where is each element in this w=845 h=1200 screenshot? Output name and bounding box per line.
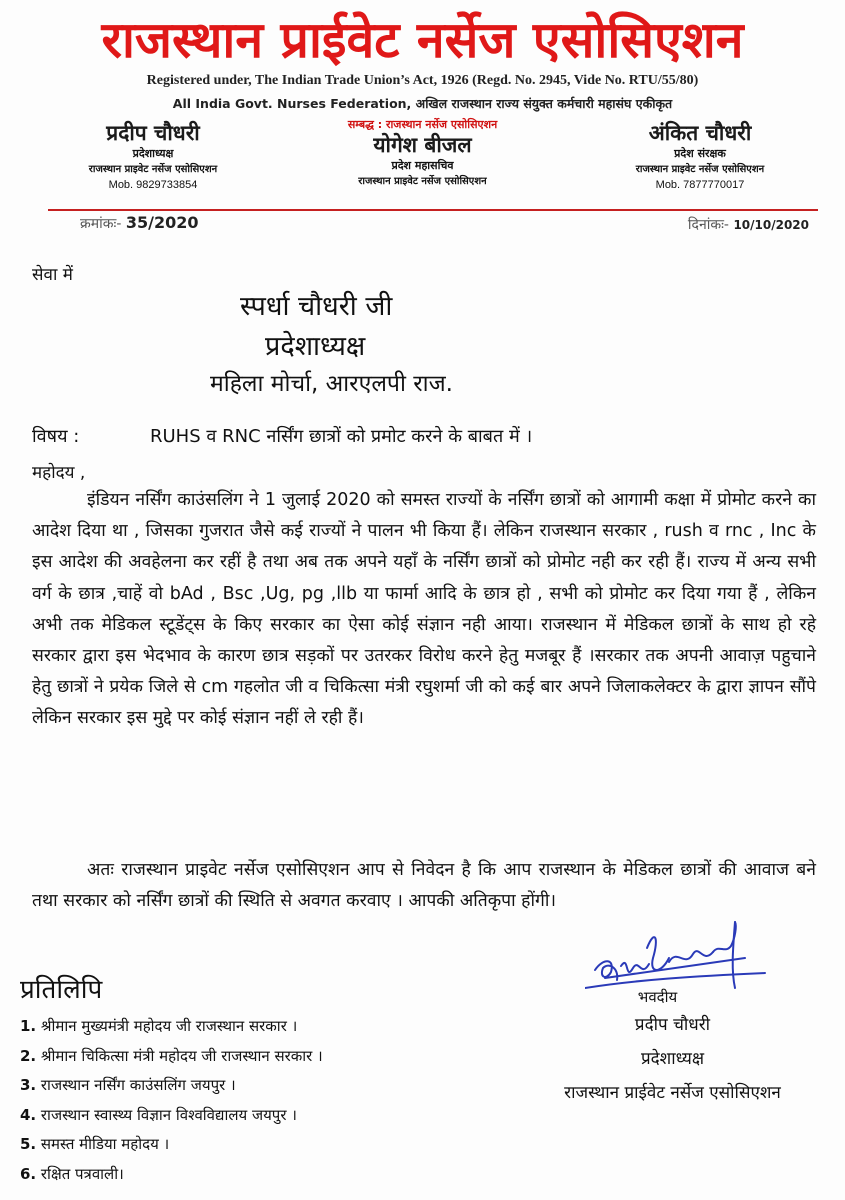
body-paragraph: इंडियन नर्सिंग काउंसलिंग ने 1 जुलाई 2020 को समस्त राज्यों के नर्सिंग छात्रों को आगामी कक्षा में प्रोमोट करने का आदेश दिया था , जिसका गुजरात जैसे कई राज्यों ने पालन भी किया हैं। लेकिन राजस्थान सरकार , rush व rnc , Inc के इस आदेश की अवहेलना कर रहीं है तथा अब तक अपने यहाँ के नर्सिंग छात्रों को प्रोमोट नही कर रही हैं। राज्य में अन्य सभी वर्ग के छात्र ,चाहें वो bAd , Bsc ,Ug, pg ,llb या फार्मा आदि के छात्र हो , सभी को प्रोमोट कर दिया गया हैं , लेकिन अभी तक मेडिकल स्टूडेंट्स के किए सरकार का ऐसा कोई संज्ञान नही आया। राजस्थान में मेडिकल छात्रों के साथ हो रहे सरकार द्वारा इस भेदभाव के कारण छात्र सड़कों पर उतरकर विरोध करने हेतु मजबूर हैं ।सरकार तक अपनी आवाज़ पहुचाने हेतु छात्रों ने प्रयेक जिले से cm गहलोत जी व चिकित्सा मंत्री रघुशर्मा जी को कई बार अपने जिलाकलेक्टर के द्वारा ज्ञापन सौंपे लेकिन सरकार इस मुद्दे पर कोई संज्ञान नहीं ले रही हैं। bbox=[32, 490, 816, 729]
greeting: महोदय , bbox=[32, 463, 86, 483]
org-title: राजस्थान प्राईवेट नर्सेज एसोसिएशन bbox=[101, 11, 744, 69]
list-item: 2. श्रीमान चिकित्सा मंत्री महोदय जी राजस्थान सरकार । bbox=[20, 1046, 323, 1065]
reference-number bbox=[80, 213, 198, 233]
officer-patron bbox=[565, 120, 835, 193]
officer-name: प्रदीप चौधरी bbox=[106, 121, 200, 145]
list-item: 1. श्रीमान मुख्यमंत्री महोदय जी राजस्थान सरकार । bbox=[20, 1017, 298, 1035]
officer-secretary bbox=[300, 117, 545, 189]
salutation-to: सेवा में bbox=[32, 265, 73, 285]
reference-date bbox=[688, 215, 809, 234]
officer-role: प्रदेश संरक्षक bbox=[674, 147, 726, 160]
addressee-name: स्पर्धा चौधरी जी bbox=[240, 291, 393, 322]
officer-name: अंकित चौधरी bbox=[648, 121, 752, 145]
subject-label: विषय : bbox=[32, 426, 80, 447]
subject-text: RUHS व RNC नर्सिंग छात्रों को प्रमोट करने के बाबत में । bbox=[150, 426, 533, 447]
signatory-title: प्रदेशाध्यक्ष bbox=[640, 1049, 705, 1069]
body-paragraph: अतः राजस्थान प्राइवेट नर्सेज एसोसिएशन आप से निवेदन है कि आप राजस्थान के मेडिकल छात्रों की आवाज बने तथा सरकार को नर्सिंग छात्रों की स्थिति से अवगत करवाए । आपकी अतिकृपा होंगी। bbox=[32, 860, 816, 912]
federation-line: All India Govt. Nurses Federation, अखिल राजस्थान राज्य संयुक्त कर्मचारी महासंघ एकीकृत bbox=[172, 96, 673, 111]
reference-number-label: क्रमांकः- bbox=[80, 216, 122, 232]
addressee-org: महिला मोर्चा, आरएलपी राज. bbox=[210, 371, 453, 397]
list-item: 5. समस्त मीडिया महोदय । bbox=[20, 1135, 170, 1153]
registration-line: Registered under, The Indian Trade Union’s Act, 1926 (Regd. No. 2945, Vide No. RTU/55/80) bbox=[146, 73, 699, 88]
closing-word: भवदीय bbox=[637, 988, 678, 1006]
reference-number-value: 35/2020 bbox=[125, 213, 199, 232]
officer-org: राजस्थान प्राइवेट नर्सेज एसोसिएशन bbox=[635, 164, 765, 175]
officer-org: राजस्थान प्राइवेट नर्सेज एसोसिएशन bbox=[88, 164, 218, 175]
officer-mobile: Mob. 7877770017 bbox=[655, 179, 745, 191]
copy-to-list bbox=[20, 1012, 323, 1189]
copy-to-title: प्रतिलिपि bbox=[20, 975, 103, 1005]
addressee-title: प्रदेशाध्यक्ष bbox=[265, 331, 366, 362]
officer-role: प्रदेश महासचिव bbox=[391, 159, 454, 172]
affiliation-line: सम्बद्ध : राजस्थान नर्सेज एसोसिएशन bbox=[347, 118, 498, 131]
reference-date-label: दिनांकः- bbox=[687, 217, 729, 233]
signatory-org: राजस्थान प्राईवेट नर्सेज एसोसिएशन bbox=[564, 1083, 781, 1103]
list-item: 3. राजस्थान नर्सिंग काउंसलिंग जयपुर । bbox=[20, 1076, 236, 1094]
officer-org: राजस्थान प्राइवेट नर्सेज एसोसिएशन bbox=[358, 176, 487, 187]
officer-president bbox=[18, 120, 288, 193]
signatory-name: प्रदीप चौधरी bbox=[634, 1015, 711, 1035]
subject-line bbox=[32, 424, 532, 448]
list-item: 6. रक्षित पत्रवाली। bbox=[20, 1164, 124, 1183]
reference-row bbox=[0, 213, 845, 237]
reference-date-value: 10/10/2020 bbox=[733, 218, 809, 232]
officer-role: प्रदेशाध्यक्ष bbox=[132, 147, 174, 160]
header-divider bbox=[48, 209, 818, 211]
list-item: 4. राजस्थान स्वास्थ्य विज्ञान विश्वविद्यालय जयपुर । bbox=[20, 1105, 297, 1124]
sign-off-block bbox=[490, 986, 845, 1110]
officer-mobile: Mob. 9829733854 bbox=[108, 179, 198, 191]
officer-name: योगेश बीजल bbox=[373, 133, 472, 157]
